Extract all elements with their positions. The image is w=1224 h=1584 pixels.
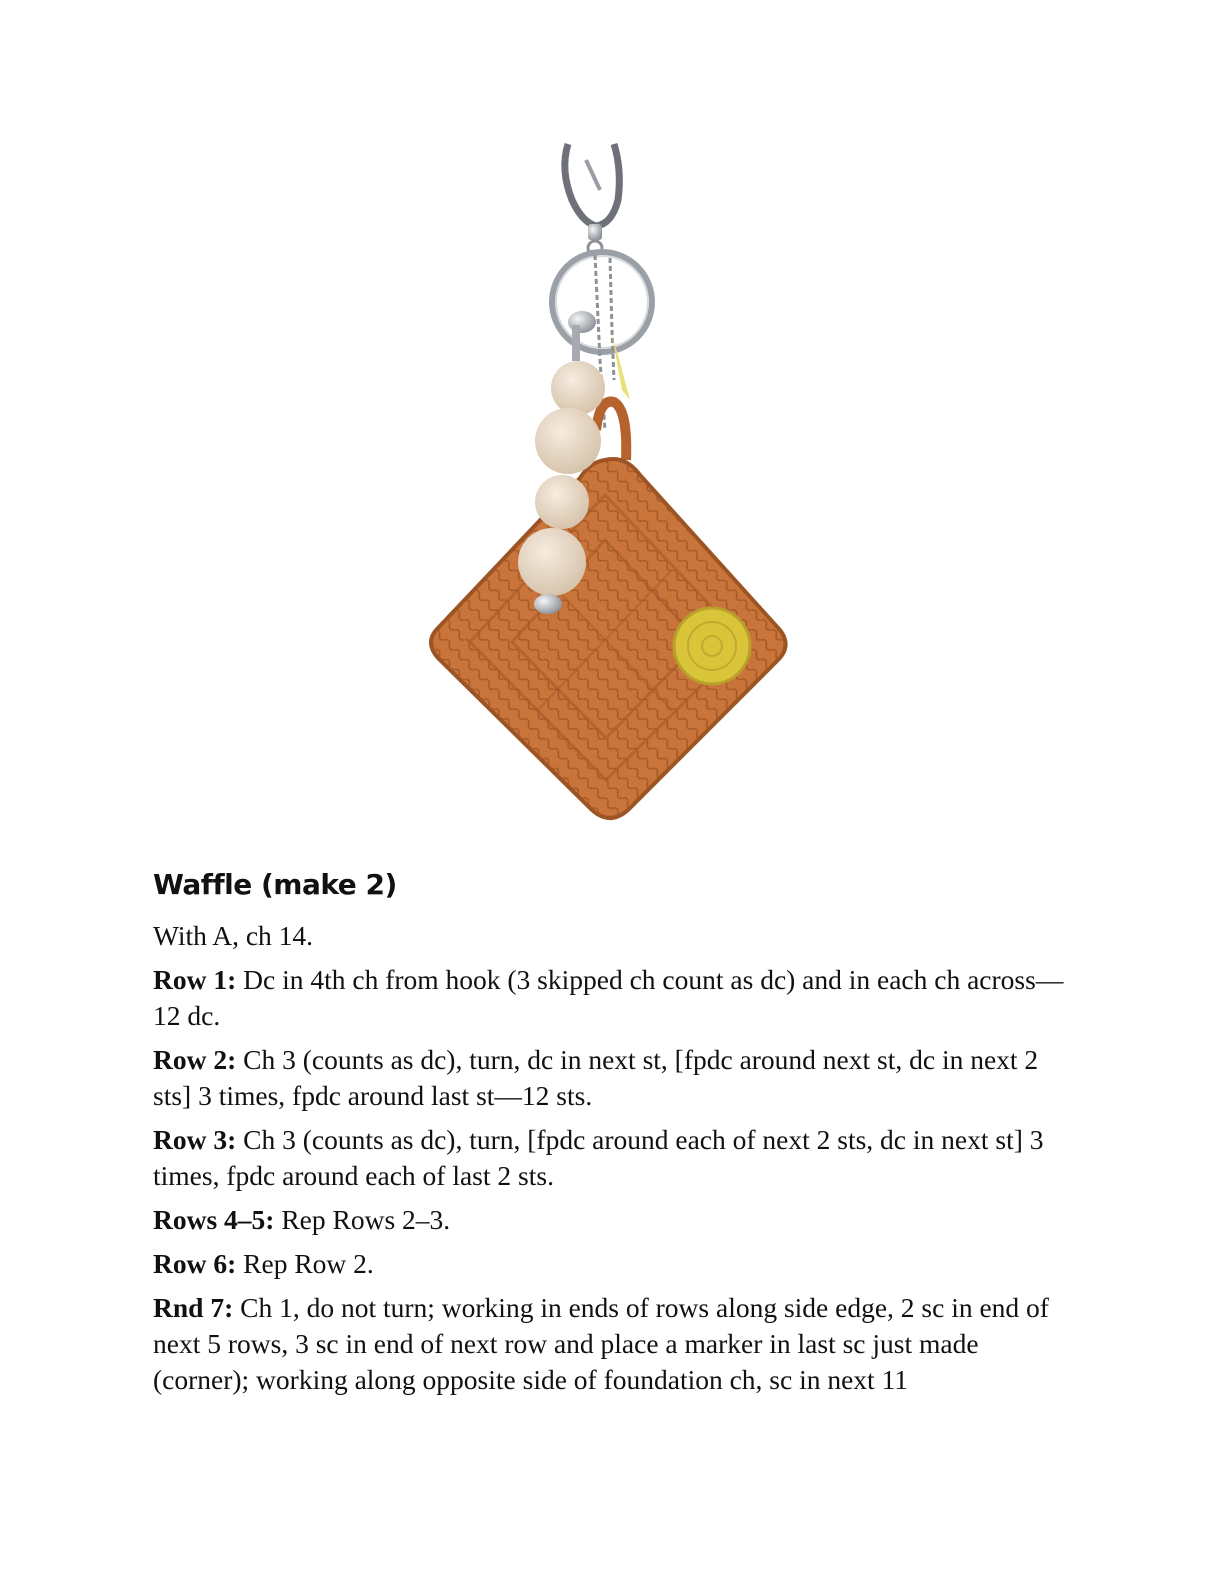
step-label: Rows 4–5: — [153, 1204, 275, 1235]
step-row-2 — [153, 1042, 1073, 1114]
step-rows-4-5 — [153, 1202, 1073, 1238]
waffle-keychain-photo — [400, 130, 820, 840]
butter-pat — [674, 608, 750, 684]
intro-text: With A, ch 14. — [153, 920, 314, 951]
pattern-instructions — [153, 866, 1073, 1406]
step-row-6 — [153, 1246, 1073, 1282]
step-label: Rnd 7: — [153, 1292, 234, 1323]
step-text: Rep Rows 2–3. — [274, 1204, 451, 1235]
step-text: Ch 1, do not turn; working in ends of rows along side edge, 2 sc in end of next 5 rows, 3 sc in end of next row and place a marker in last sc just made (corner); working along opposite side of foundation ch, sc in next 11 — [153, 1292, 1049, 1395]
key-ring — [552, 252, 652, 352]
step-label: Row 3: — [153, 1124, 237, 1155]
step-text: Dc in 4th ch from hook (3 skipped ch count as dc) and in each ch across—12 dc. — [153, 964, 1064, 1031]
step-label: Row 2: — [153, 1044, 237, 1075]
step-row-1 — [153, 962, 1073, 1034]
step-text: Ch 3 (counts as dc), turn, [fpdc around each of next 2 sts, dc in next st] 3 times, fpdc around each of last 2 sts. — [153, 1124, 1044, 1191]
waffle-keychain-illustration — [400, 130, 820, 840]
step-label: Row 6: — [153, 1248, 237, 1279]
step-label: Row 1: — [153, 964, 237, 995]
step-rnd-7 — [153, 1290, 1073, 1398]
step-text: Ch 3 (counts as dc), turn, dc in next st, [fpdc around next st, dc in next 2 sts] 3 times, fpdc around last st—12 sts. — [153, 1044, 1039, 1111]
step-text: Rep Row 2. — [236, 1248, 374, 1279]
lobster-clasp — [565, 144, 620, 255]
section-heading: Waffle (make 2) — [153, 868, 397, 901]
step-row-3 — [153, 1122, 1073, 1194]
